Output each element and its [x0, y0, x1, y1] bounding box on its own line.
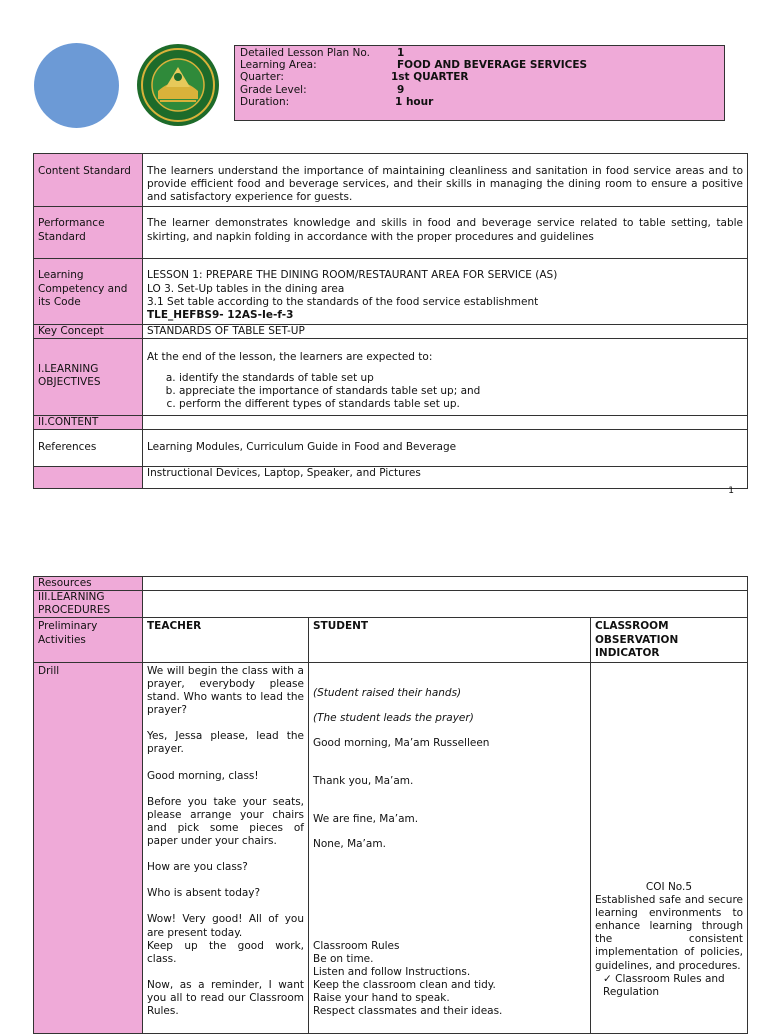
teacher-line: Good morning, class! [147, 769, 259, 782]
teacher-line: Now, as a reminder, I want you all to read our Classroom Rules. [147, 978, 304, 1018]
table-row [34, 662, 748, 1034]
lesson-standards-table [33, 153, 748, 489]
quarter-label: Quarter: [240, 71, 284, 83]
objective-item: b. appreciate the importance of standards table set up; and [179, 385, 743, 398]
key-concept-label: Key Concept [34, 324, 143, 338]
performance-standard-label: Performance Standard [34, 207, 143, 259]
school-logo-circle [34, 43, 119, 128]
teacher-line: Yes, Jessa please, lead the prayer. [147, 730, 304, 756]
student-line: We are fine, Ma’am. [313, 813, 419, 826]
duration-label: Duration: [240, 96, 290, 108]
checkmark-icon: ✓ [603, 972, 612, 985]
objectives-intro: At the end of the lesson, the learners are expected to: [147, 351, 433, 363]
teacher-line: How are you class? [147, 861, 248, 874]
learning-procedures-table [33, 576, 748, 1034]
table-row [34, 339, 748, 416]
objective-item: c. perform the different types of standards table set up. [179, 398, 743, 411]
learning-competency-cell [143, 259, 748, 325]
references-text: Learning Modules, Curriculum Guide in Food and Beverage [143, 430, 748, 467]
table-row [34, 207, 748, 259]
preliminary-activities-label: Preliminary Activities [34, 618, 143, 662]
quarter-value: 1st QUARTER [391, 71, 469, 83]
devices-text: Instructional Devices, Laptop, Speaker, and Pictures [143, 467, 748, 489]
table-row [34, 467, 748, 489]
plan-no-value: 1 [397, 47, 405, 59]
teacher-line: Before you take your seats, please arrange your chairs and pick some pieces of paper under your chairs. [147, 795, 304, 847]
competency-lo: LO 3. Set-Up tables in the dining area [147, 282, 345, 295]
competency-code: TLE_HEFBS9- 12AS-Ie-f-3 [147, 308, 294, 321]
key-concept-text: STANDARDS OF TABLE SET-UP [143, 324, 748, 338]
objective-item: a. identify the standards of table set up [179, 372, 743, 385]
coi-number: COI No.5 [645, 880, 693, 893]
coi-check-text: Classroom Rules and Regulation [603, 972, 725, 998]
learning-area-label: Learning Area: [240, 59, 317, 71]
coi-drill-cell [591, 662, 748, 1034]
teacher-line: We will begin the class with a prayer, everybody please stand. Who wants to lead the prayer? [147, 664, 304, 717]
classroom-rule: Listen and follow Instructions. [313, 965, 471, 978]
table-row [34, 324, 748, 338]
student-drill-cell [309, 662, 591, 1034]
objectives-list [147, 372, 743, 411]
learning-competency-label: Learning Competency and its Code [34, 259, 143, 325]
teacher-column-header: TEACHER [143, 618, 309, 662]
resources-label: Resources [34, 577, 143, 591]
content-label: II.CONTENT [34, 416, 143, 430]
competency-lesson: LESSON 1: PREPARE THE DINING ROOM/RESTAURANT AREA FOR SERVICE (AS) [147, 269, 558, 282]
coi-description: Established safe and secure learning environments to enhance learning through the consistent implementation of policies, guidelines, and procedures. [595, 893, 743, 972]
classroom-rule: Raise your hand to speak. [313, 992, 450, 1004]
table-row [34, 618, 748, 662]
table-row [34, 430, 748, 467]
student-line: (The student leads the prayer) [313, 711, 474, 724]
student-line: Good morning, Ma’am Russelleen [313, 737, 490, 749]
learning-procedures-label: III.LEARNING PROCEDURES [34, 591, 143, 618]
classroom-rule: Keep the classroom clean and tidy. [313, 978, 496, 991]
classroom-rule: Respect classmates and their ideas. [313, 1005, 503, 1018]
references-label: References [34, 430, 143, 467]
duration-value: 1 hour [395, 96, 434, 108]
learning-objectives-label: I.LEARNING OBJECTIVES [34, 339, 143, 416]
classroom-rules-title: Classroom Rules [313, 939, 400, 952]
competency-sub: 3.1 Set table according to the standards of the food service establishment [147, 295, 539, 308]
content-standard-text: The learners understand the importance of maintaining cleanliness and sanitation in food service areas and to provide efficient food and beverage services, and their skills in managing the dining room to ensure a positive and satisfactory experience for guests. [143, 154, 748, 207]
teacher-line: Who is absent today? [147, 887, 261, 900]
table-row [34, 577, 748, 591]
teacher-line: Keep up the good work, class. [147, 939, 304, 965]
devices-label [34, 467, 143, 489]
deped-seal-icon [136, 43, 220, 127]
learning-area-value: FOOD AND BEVERAGE SERVICES [397, 59, 588, 71]
table-row [34, 259, 748, 325]
resources-value [143, 577, 748, 591]
teacher-line: Wow! Very good! All of you are present today. [147, 913, 304, 939]
page-number: 1 [728, 486, 734, 496]
grade-level-value: 9 [397, 84, 405, 96]
coi-check-item [595, 973, 743, 999]
table-row [34, 591, 748, 618]
learning-objectives-cell [143, 339, 748, 416]
lesson-plan-header [234, 45, 725, 121]
student-line: Thank you, Ma’am. [313, 775, 414, 788]
drill-label: Drill [34, 662, 143, 1034]
classroom-rule: Be on time. [313, 952, 374, 965]
content-standard-label: Content Standard [34, 154, 143, 207]
student-column-header: STUDENT [309, 618, 591, 662]
student-line: None, Ma’am. [313, 838, 386, 851]
student-line: (Student raised their hands) [313, 686, 462, 699]
coi-column-header: CLASSROOM OBSERVATION INDICATOR [591, 618, 748, 662]
plan-no-label: Detailed Lesson Plan No. [240, 47, 370, 59]
learning-procedures-value [143, 591, 748, 618]
content-value [143, 416, 748, 430]
grade-level-label: Grade Level: [240, 84, 307, 96]
table-row [34, 416, 748, 430]
table-row [34, 154, 748, 207]
teacher-drill-cell [143, 662, 309, 1034]
performance-standard-text: The learner demonstrates knowledge and skills in food and beverage service related to table setting, table skirting, and napkin folding in accordance with the proper procedures and guidelines [143, 207, 748, 259]
